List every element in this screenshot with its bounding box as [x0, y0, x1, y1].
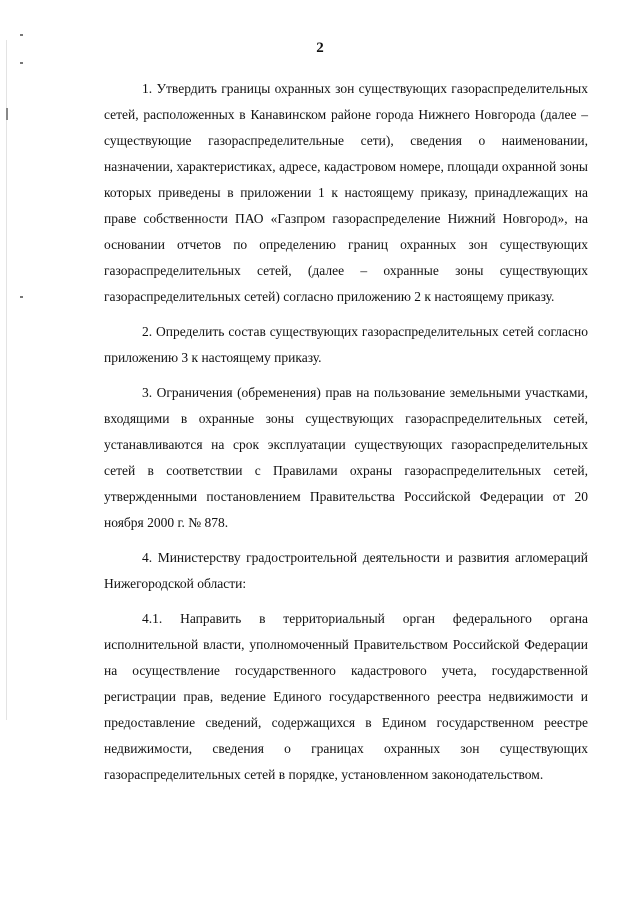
scan-artifact-mark — [20, 296, 23, 298]
paragraph-2: 2. Определить состав существующих газораспределительных сетей согласно приложению 3 к настоящему приказу. — [104, 324, 588, 365]
scan-margin-line — [6, 40, 7, 720]
paragraph-1: 1. Утвердить границы охранных зон существующих газораспределительных сетей, расположенных в Канавинском районе города Нижнего Новгорода (далее – существующие газораспределительные сети), сведения о наименовании, назначении, характеристиках, адресе, кадастровом номере, площади охранной зоны которых приведены в приложении 1 к настоящему приказу, принадлежащих на праве собственности ПАО «Газпром газораспределение Нижний Новгород», на основании отчетов по определению границ охранных зон существующих газораспределительных сетей, (далее – охранные зоны существующих газораспределительных сетей) согласно приложению 2 к настоящему приказу. — [104, 81, 588, 304]
document-body — [104, 76, 588, 788]
paragraph-4-1: 4.1. Направить в территориальный орган федерального органа исполнительной власти, уполномоченный Правительством Российской Федерации на осуществление государственного кадастрового учета, государственной регистрации прав, ведение Единого государственного реестра недвижимости и предоставление сведений, содержащихся в Едином государственном реестре недвижимости, сведения о границах охранных зон существующих газораспределительных сетей в порядке, установленном законодательством. — [104, 611, 588, 782]
page-number: 2 — [316, 40, 324, 56]
scan-artifact-mark — [20, 62, 23, 64]
scan-artifact-mark — [6, 108, 8, 120]
paragraph-4: 4. Министерству градостроительной деятельности и развития агломераций Нижегородской области: — [104, 550, 588, 591]
paragraph-3: 3. Ограничения (обременения) прав на пользование земельными участками, входящими в охранные зоны существующих газораспределительных сетей, устанавливаются на срок эксплуатации существующих газораспределительных сетей в соответствии с Правилами охраны газораспределительных сетей, утвержденными постановлением Правительства Российской Федерации от 20 ноября 2000 г. № 878. — [104, 385, 588, 530]
scan-artifact-mark — [20, 34, 23, 36]
